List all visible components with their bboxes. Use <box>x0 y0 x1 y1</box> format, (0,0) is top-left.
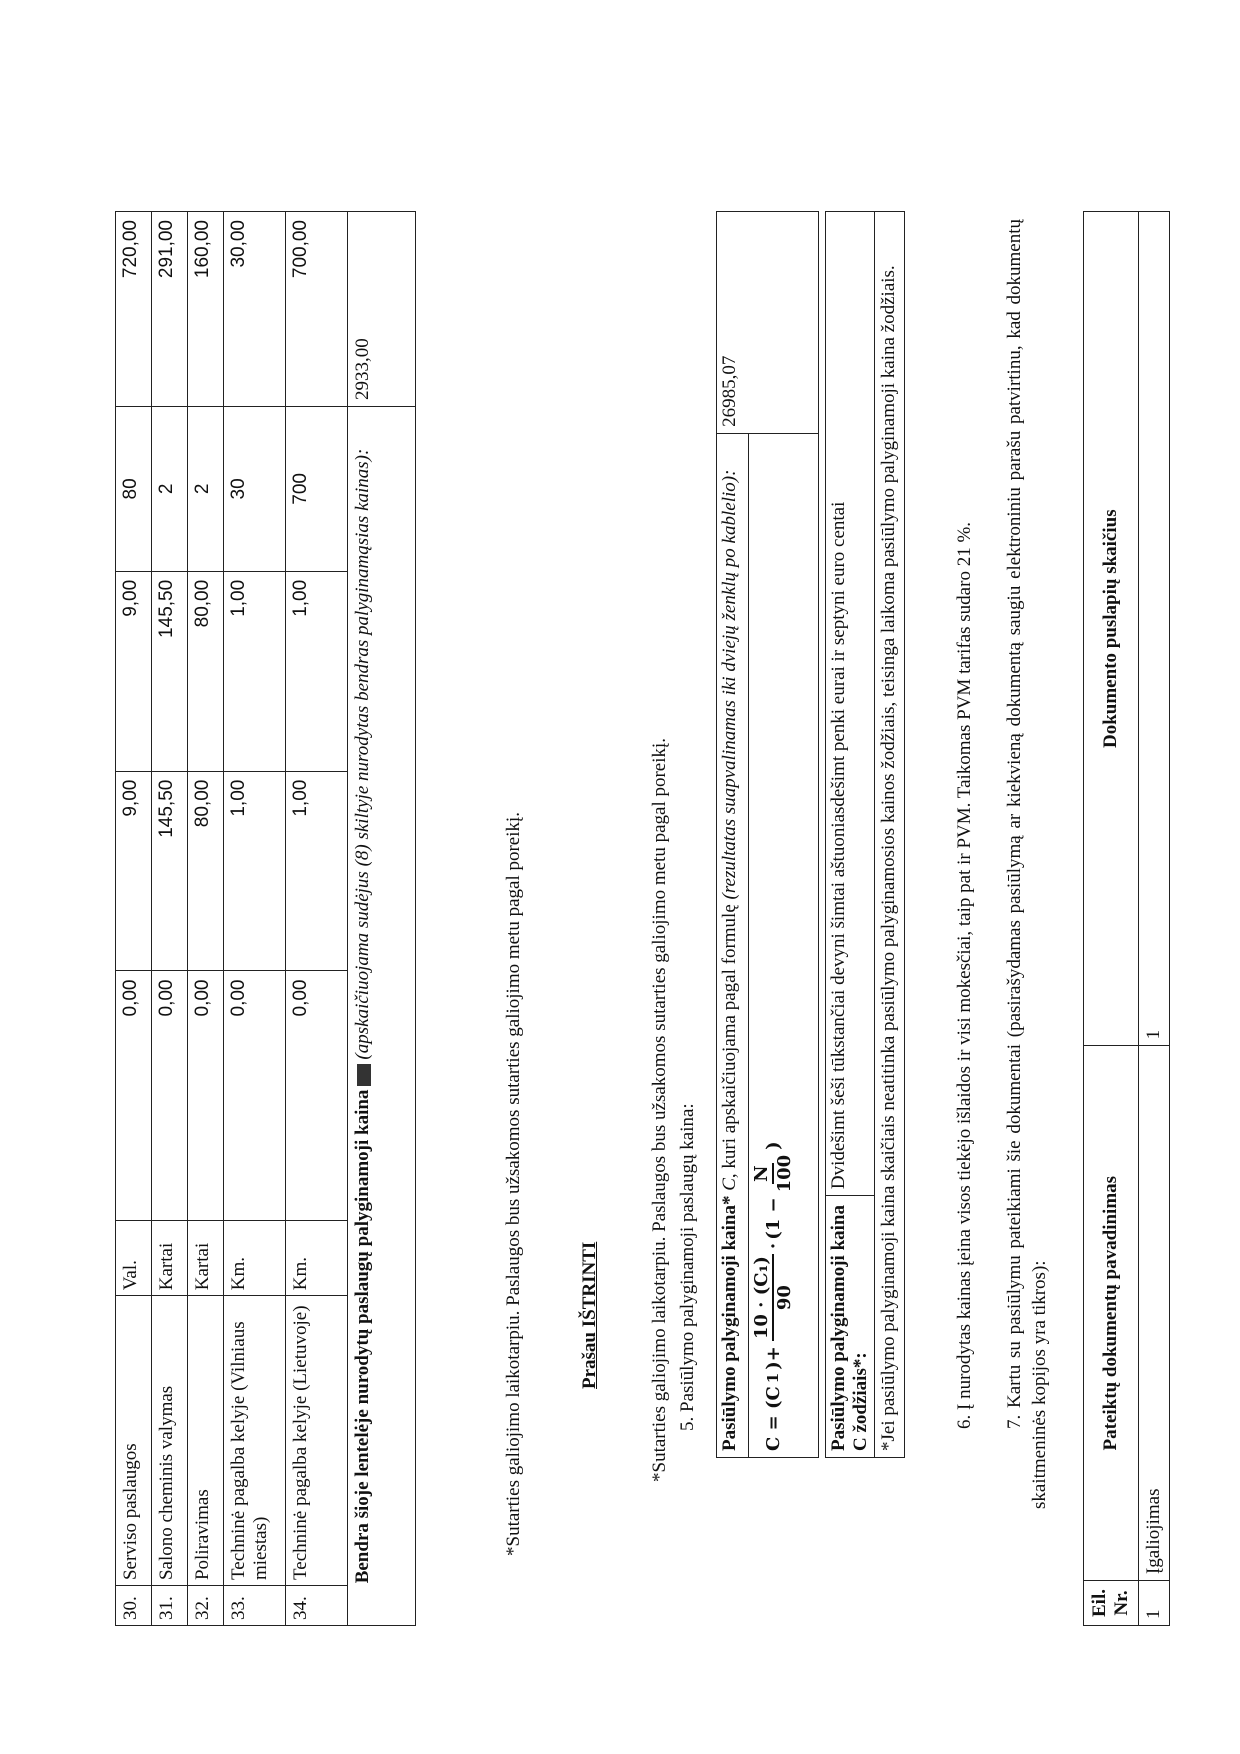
table-row <box>224 212 286 1626</box>
words-note: *Jei pasiūlymo palyginamoji kaina skaičiais neatitinka pasiūlymo palyginamosios kainos žodžiais, teisinga laikoma pasiūlymo palyginamoji kaina žodžiais. <box>875 212 905 1458</box>
price-label-italic: (rezultatas suapvalinamas iki dviejų ženklų po kablelio): <box>719 469 740 900</box>
row-col5: 1,00 <box>224 771 286 971</box>
row-qty: 2 <box>188 406 224 571</box>
row-qty: 30 <box>224 406 286 571</box>
formula-den: 90 <box>774 1285 795 1311</box>
row-col6: 1,00 <box>286 571 348 771</box>
row-col4: 0,00 <box>152 971 188 1221</box>
table-row <box>1139 212 1170 1626</box>
formula-num: 10 · (C₁) <box>751 1256 772 1340</box>
formula-lhs-end: )+ <box>762 1346 784 1370</box>
row-col5: 80,00 <box>188 771 224 971</box>
formula-num2: N <box>751 1165 772 1182</box>
row-no: 33. <box>224 1586 286 1626</box>
total-label-italic: (apskaičiuojama sudėjus (8) skiltyje nurodytas bendras palyginamąsias kainas): <box>352 448 373 1060</box>
row-name: Techninė pagalba kelyje (Lietuvoje) <box>286 1296 348 1586</box>
row-col4: 0,00 <box>224 971 286 1221</box>
row-col6: 80,00 <box>188 571 224 771</box>
formula-cell <box>749 433 819 1457</box>
row-col4: 0,00 <box>286 971 348 1221</box>
formula-lhs: C = (C <box>762 1386 784 1451</box>
total-label-bold: Bendra šioje lentelėje nurodytų paslaugų palyginamoji kaina <box>352 1089 373 1584</box>
price-label-rest: , kuri apskaičiuojama pagal formulę <box>719 904 740 1179</box>
docs-header-pages: Dokumento puslapių skaičius <box>1084 212 1139 1046</box>
row-unit: Km. <box>224 1221 286 1296</box>
row-name: Poliravimas <box>188 1296 224 1586</box>
price-formula <box>751 440 795 1451</box>
table-row <box>286 212 348 1626</box>
row-col6: 145,50 <box>152 571 188 771</box>
price-label: Pasiūlymo palyginamoji kaina* <box>719 1195 740 1451</box>
row-no: 32. <box>188 1586 224 1626</box>
row-no: 31. <box>152 1586 188 1626</box>
delete-heading: Prašau IŠTRINTI <box>579 1241 600 1389</box>
services-table <box>115 211 416 1626</box>
row-col5: 9,00 <box>116 771 152 971</box>
words-value: Dvidešimt šeši tūkstančiai devyni šimtai aštuoniasdešimt penki eurai ir septyni euro centai <box>826 212 875 1196</box>
row-qty: 700 <box>286 406 348 571</box>
row-col5: 1,00 <box>286 771 348 971</box>
deleted-text: *Sutarties galiojimo laikotarpiu. Paslaugos bus užsakomos sutarties galiojimo metu pagal poreikį. <box>649 737 670 1482</box>
row-name: Serviso paslaugos <box>116 1296 152 1586</box>
row-col5: 145,50 <box>152 771 188 971</box>
table-row <box>116 212 152 1626</box>
services-total-row <box>348 212 416 1626</box>
row-qty: 80 <box>116 406 152 571</box>
row-qty: 2 <box>152 406 188 571</box>
price-table <box>716 211 819 1458</box>
row-unit: Km. <box>286 1221 348 1296</box>
docs-cell-name: Įgaliojimas <box>1139 1046 1170 1581</box>
row-col4: 0,00 <box>116 971 152 1221</box>
docs-header-name: Pateiktų dokumentų pavadinimas <box>1084 1046 1139 1581</box>
row-total: 720,00 <box>116 212 152 407</box>
section6: 6. Į nurodytas kainas įeina visos tiekėjo išlaidos ir visi mokesčiai, taip pat ir PVM. Taikomas PVM tarifas sudaro 21 %. <box>954 521 975 1429</box>
row-col4: 0,00 <box>188 971 224 1221</box>
row-total: 30,00 <box>224 212 286 407</box>
row-name: Techninė pagalba kelyje (Vilniaus miestas) <box>224 1296 286 1586</box>
formula-fraction-2 <box>751 1155 795 1193</box>
formula-fraction-1 <box>751 1254 795 1341</box>
row-no: 34. <box>286 1586 348 1626</box>
row-total: 291,00 <box>152 212 188 407</box>
table-row <box>152 212 188 1626</box>
row-col6: 1,00 <box>224 571 286 771</box>
redaction-mark <box>357 1064 371 1086</box>
section5-title: 5. Pasiūlymo palyginamoji paslaugų kaina: <box>677 1103 698 1431</box>
table-row <box>188 212 224 1626</box>
services-total-label <box>348 406 416 1625</box>
words-table <box>825 211 905 1458</box>
docs-header-no: Eil. Nr. <box>1084 1581 1139 1626</box>
formula-dot: · <box>762 1242 784 1250</box>
formula-paren-open: (1 − <box>762 1197 784 1240</box>
docs-cell-no: 1 <box>1139 1581 1170 1626</box>
row-col6: 9,00 <box>116 571 152 771</box>
row-name: Salono cheminis valymas <box>152 1296 188 1586</box>
price-label-cell <box>717 433 749 1457</box>
docs-cell-pages: 1 <box>1139 212 1170 1046</box>
row-unit: Val. <box>116 1221 152 1296</box>
row-total: 700,00 <box>286 212 348 407</box>
words-label: Pasiūlymo palyginamoji kaina C žodžiais*: <box>826 1196 875 1458</box>
documents-header-row <box>1084 212 1139 1626</box>
formula-den2: 100 <box>774 1154 795 1193</box>
price-var: C <box>719 1178 740 1191</box>
formula-paren-close: ) <box>762 1141 784 1150</box>
price-value: 26985,07 <box>717 212 819 434</box>
row-unit: Kartai <box>152 1221 188 1296</box>
services-total-value: 2933,00 <box>348 212 416 407</box>
section7: 7. Kartu su pasiūlymu pateikiami šie dokumentai (pasirašydamas pasiūlymą ar kiekvieną dokumentą saugiu elektroniniu parašu patvirtinu, kad dokumentų skaitmeninės kopijos yra tikros): <box>1004 219 1050 1509</box>
formula-lhs-sub: 1 <box>764 1372 782 1384</box>
documents-table <box>1083 211 1170 1626</box>
row-no: 30. <box>116 1586 152 1626</box>
row-total: 160,00 <box>188 212 224 407</box>
row-unit: Kartai <box>188 1221 224 1296</box>
footnote: *Sutarties galiojimo laikotarpiu. Paslaugos bus užsakomos sutarties galiojimo metu pagal poreikį. <box>503 811 524 1556</box>
